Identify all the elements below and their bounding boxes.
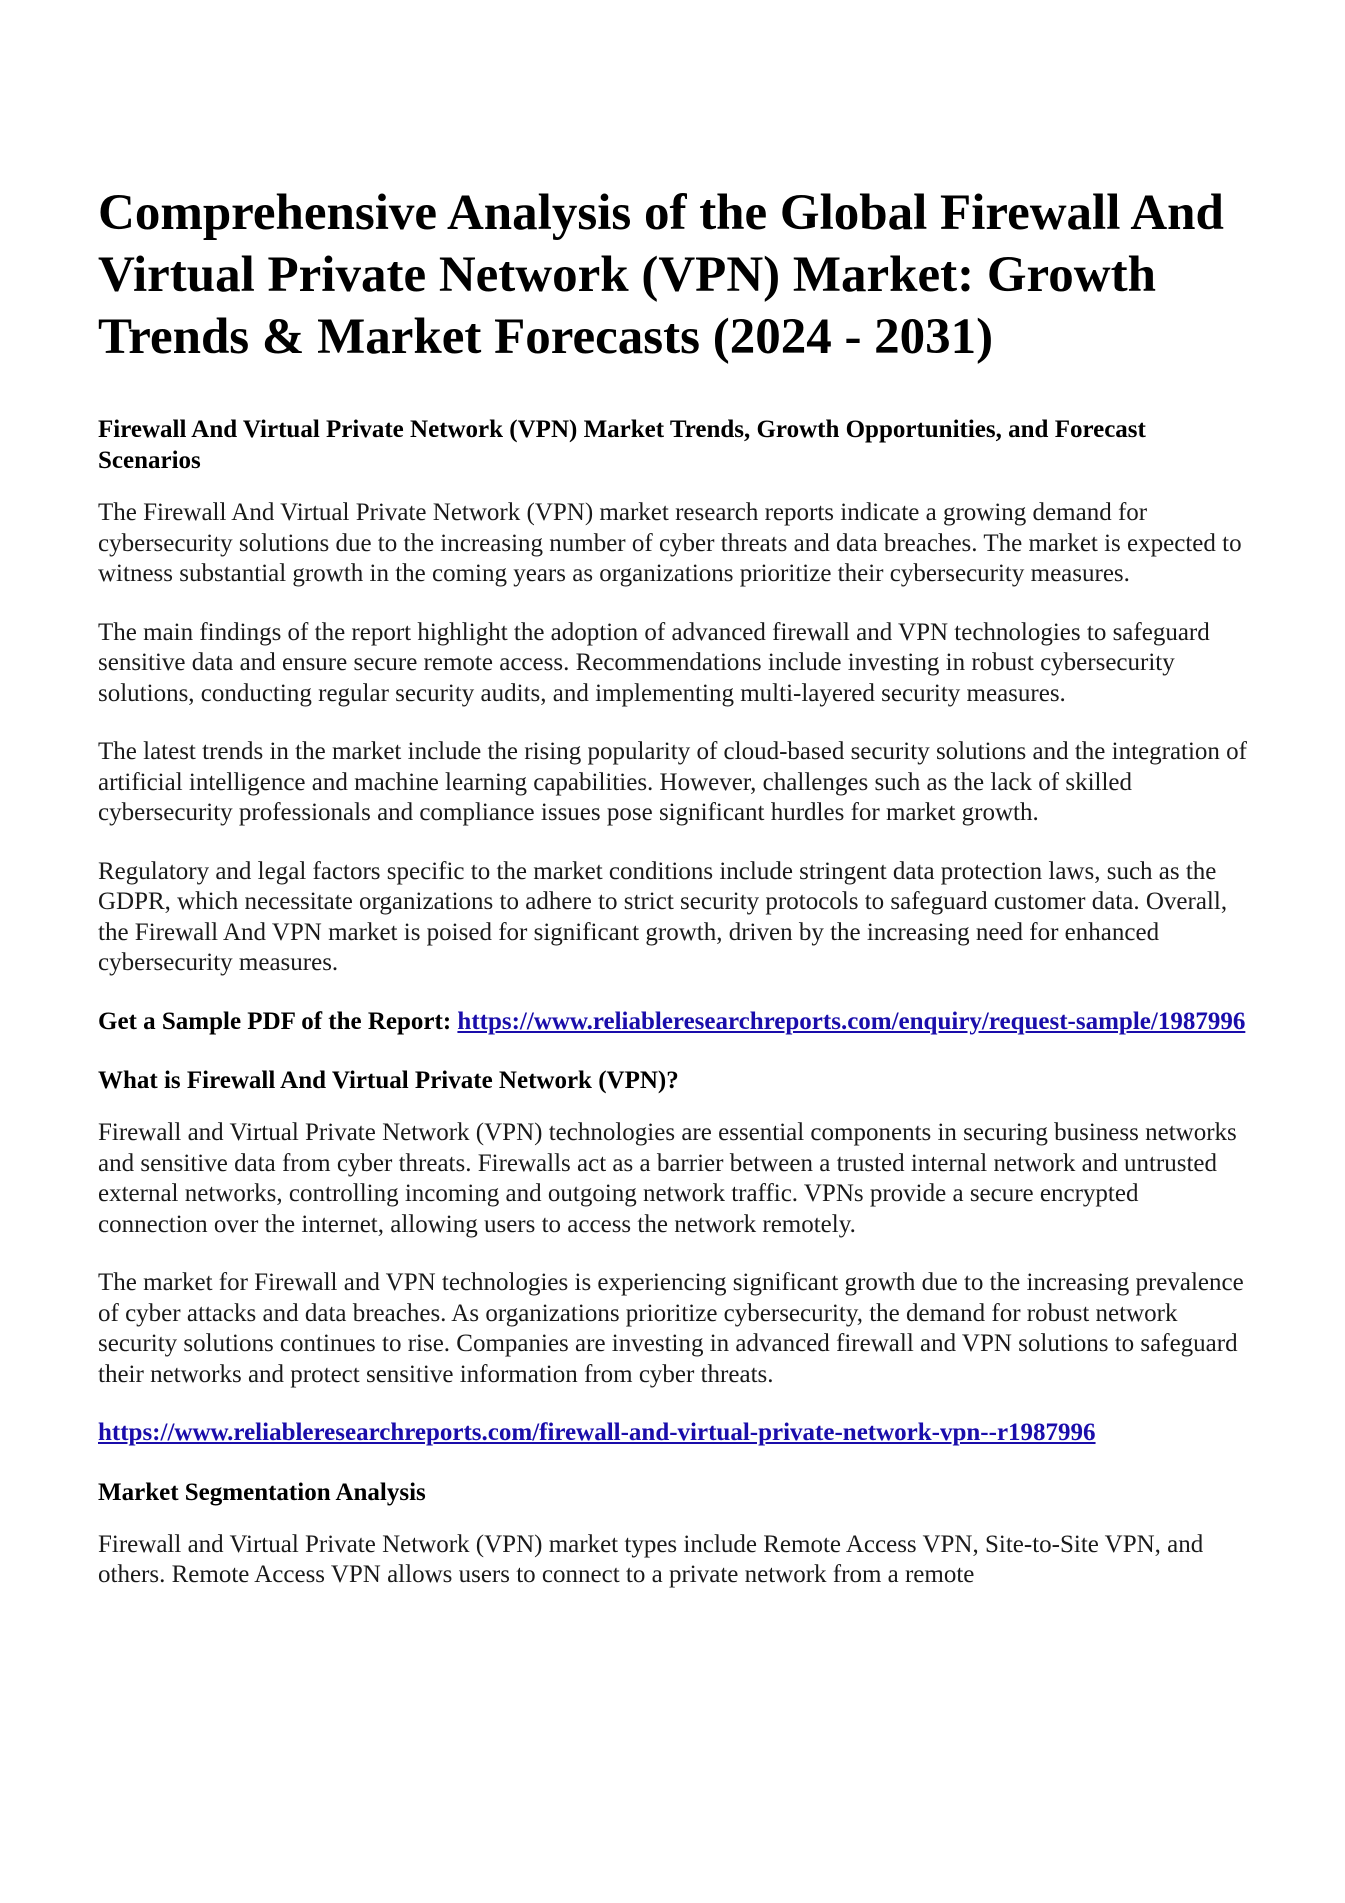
paragraph-findings: The main findings of the report highlight the adoption of advanced firewall and VPN technologies to safeguard sensitive data and ensure secure remote access. Recommendations include investing in robust cybersecurity solutions, conducting regular security audits, and implementing multi-layered security measures. [98, 618, 1210, 707]
paragraph-market-growth: The market for Firewall and VPN technologies is experiencing significant growth due to the increasing prevalence of cyber attacks and data breaches. As organizations prioritize cybersecurity, the demand for robust network security solutions continues to rise. Companies are investing in advanced firewall and VPN solutions to safeguard their networks and protect sensitive information from cyber threats. [98, 1269, 1244, 1388]
sample-pdf-link[interactable]: https://www.reliableresearchreports.com/enquiry/request-sample/1987996 [457, 1007, 1246, 1035]
paragraph-latest-trends: The latest trends in the market include the rising popularity of cloud-based security solutions and the integration of artificial intelligence and machine learning capabilities. However, challenges such as the lack of skilled cybersecurity professionals and compliance issues pose significant hurdles for market growth. [98, 738, 1248, 826]
section-heading-segmentation: Market Segmentation Analysis [98, 1478, 426, 1506]
report-link-line [98, 1418, 1247, 1449]
page-title: Comprehensive Analysis of the Global Firewall And Virtual Private Network (VPN) Market: Growth Trends & Market Forecasts (2024 - 2031) [98, 185, 1224, 365]
sample-pdf-label: Get a Sample PDF of the Report: [98, 1007, 458, 1035]
paragraph-definition: Firewall and Virtual Private Network (VPN) technologies are essential components in securing business networks and sensitive data from cyber threats. Firewalls act as a barrier between a trusted internal network and untrusted external networks, controlling incoming and outgoing network traffic. VPNs provide a secure encrypted connection over the internet, allowing users to access the network remotely. [98, 1119, 1237, 1238]
report-link[interactable]: https://www.reliableresearchreports.com/firewall-and-virtual-private-network-vpn--r1987996 [98, 1419, 1096, 1446]
paragraph-regulatory: Regulatory and legal factors specific to the market conditions include stringent data protection laws, such as the GDPR, which necessitate organizations to adhere to strict security protocols to safeguard customer data. Overall, the Firewall And VPN market is poised for significant growth, driven by the increasing need for enhanced cybersecurity measures. [98, 857, 1228, 976]
sample-pdf-line [98, 1007, 1247, 1038]
paragraph-demand: The Firewall And Virtual Private Network (VPN) market research reports indicate a growing demand for cybersecurity solutions due to the increasing number of cyber threats and data breaches. The market is expected to witness substantial growth in the coming years as organizations prioritize their cybersecurity measures. [98, 499, 1242, 587]
section-heading-what-is: What is Firewall And Virtual Private Network (VPN)? [98, 1067, 679, 1094]
section-heading-trends: Firewall And Virtual Private Network (VPN) Market Trends, Growth Opportunities, and Forecast Scenarios [98, 416, 1146, 474]
paragraph-segmentation: Firewall and Virtual Private Network (VPN) market types include Remote Access VPN, Site-to-Site VPN, and others. Remote Access VPN allows users to connect to a private network from a remote [98, 1530, 1204, 1588]
